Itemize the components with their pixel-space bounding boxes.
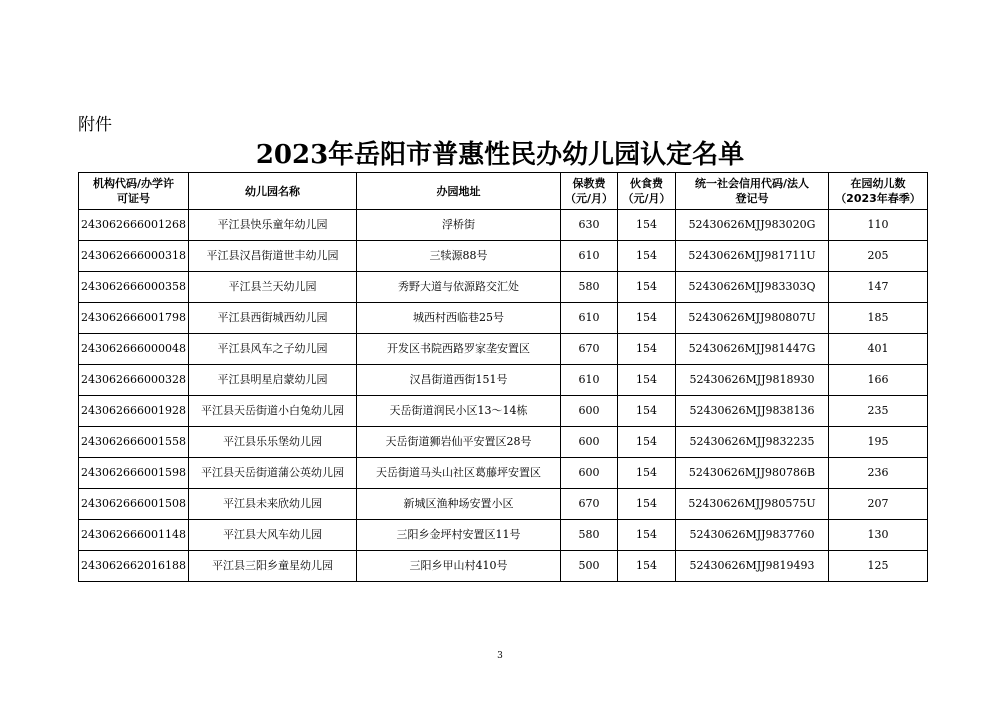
cell-meal-fee: 154: [618, 427, 676, 458]
cell-tuition-fee: 610: [561, 241, 618, 272]
header-tuition-fee: [561, 173, 618, 210]
cell-meal-fee: 154: [618, 303, 676, 334]
cell-address: 三犊源88号: [357, 241, 561, 272]
cell-kindergarten-name: 平江县天岳街道蒲公英幼儿园: [189, 458, 357, 489]
cell-org-code: 243062666000358: [79, 272, 189, 303]
cell-address: 天岳街道狮岩仙平安置区28号: [357, 427, 561, 458]
cell-credit-code: 52430626MJJ980807U: [676, 303, 829, 334]
cell-kindergarten-name: 平江县汉昌街道世丰幼儿园: [189, 241, 357, 272]
cell-enrollment: 110: [829, 210, 928, 241]
cell-tuition-fee: 610: [561, 365, 618, 396]
cell-address: 秀野大道与依源路交汇处: [357, 272, 561, 303]
cell-address: 浮桥街: [357, 210, 561, 241]
cell-meal-fee: 154: [618, 458, 676, 489]
cell-enrollment: 401: [829, 334, 928, 365]
cell-tuition-fee: 580: [561, 520, 618, 551]
cell-credit-code: 52430626MJJ983020G: [676, 210, 829, 241]
cell-org-code: 243062662016188: [79, 551, 189, 582]
cell-tuition-fee: 610: [561, 303, 618, 334]
cell-meal-fee: 154: [618, 210, 676, 241]
header-meal-fee: [618, 173, 676, 210]
cell-meal-fee: 154: [618, 365, 676, 396]
cell-credit-code: 52430626MJJ9818930: [676, 365, 829, 396]
cell-org-code: 243062666001798: [79, 303, 189, 334]
header-enrollment-line1: 在园幼儿数: [850, 177, 906, 190]
cell-credit-code: 52430626MJJ9819493: [676, 551, 829, 582]
header-credit-code-line1: 统一社会信用代码/法人: [694, 177, 810, 190]
cell-enrollment: 235: [829, 396, 928, 427]
cell-org-code: 243062666001558: [79, 427, 189, 458]
header-credit-code-line2: 登记号: [735, 192, 769, 205]
table-row: [79, 272, 928, 303]
cell-address: 天岳街道马头山社区葛藤坪安置区: [357, 458, 561, 489]
table-row: [79, 303, 928, 334]
cell-credit-code: 52430626MJJ980575U: [676, 489, 829, 520]
cell-org-code: 243062666001598: [79, 458, 189, 489]
document-title: 2023年岳阳市普惠性民办幼儿园认定名单: [255, 140, 745, 170]
cell-enrollment: 166: [829, 365, 928, 396]
table-row: [79, 396, 928, 427]
cell-enrollment: 236: [829, 458, 928, 489]
cell-address: 三阳乡甲山村410号: [357, 551, 561, 582]
cell-meal-fee: 154: [618, 551, 676, 582]
cell-org-code: 243062666000328: [79, 365, 189, 396]
cell-kindergarten-name: 平江县明星启蒙幼儿园: [189, 365, 357, 396]
cell-tuition-fee: 600: [561, 427, 618, 458]
table-header-row: [79, 173, 928, 210]
header-meal-fee-line2: （元/月）: [622, 192, 671, 205]
cell-kindergarten-name: 平江县乐乐堡幼儿园: [189, 427, 357, 458]
cell-tuition-fee: 600: [561, 396, 618, 427]
cell-meal-fee: 154: [618, 520, 676, 551]
cell-kindergarten-name: 平江县未来欣幼儿园: [189, 489, 357, 520]
table-row: [79, 365, 928, 396]
header-enrollment-line2: （2023年春季）: [835, 192, 921, 205]
header-meal-fee-line1: 伙食费: [630, 177, 663, 190]
table-row: [79, 458, 928, 489]
table-row: [79, 489, 928, 520]
cell-kindergarten-name: 平江县西街城西幼儿园: [189, 303, 357, 334]
cell-address: 天岳街道润民小区13～14栋: [357, 396, 561, 427]
cell-kindergarten-name: 平江县快乐童年幼儿园: [189, 210, 357, 241]
cell-enrollment: 205: [829, 241, 928, 272]
table-row: [79, 241, 928, 272]
cell-enrollment: 195: [829, 427, 928, 458]
cell-address: 汉昌街道西街151号: [357, 365, 561, 396]
cell-tuition-fee: 500: [561, 551, 618, 582]
table-row: [79, 427, 928, 458]
cell-meal-fee: 154: [618, 334, 676, 365]
cell-credit-code: 52430626MJJ980786B: [676, 458, 829, 489]
attachment-label: 附件: [78, 115, 112, 135]
table-row: [79, 334, 928, 365]
header-org-code-line1: 机构代码/办学许: [92, 177, 175, 190]
cell-tuition-fee: 670: [561, 334, 618, 365]
cell-credit-code: 52430626MJJ981711U: [676, 241, 829, 272]
cell-meal-fee: 154: [618, 241, 676, 272]
cell-kindergarten-name: 平江县天岳街道小白兔幼儿园: [189, 396, 357, 427]
table-row: [79, 551, 928, 582]
cell-org-code: 243062666000318: [79, 241, 189, 272]
table-row: [79, 520, 928, 551]
cell-address: 开发区书院西路罗家垄安置区: [357, 334, 561, 365]
cell-credit-code: 52430626MJJ9832235: [676, 427, 829, 458]
kindergarten-table: [78, 172, 928, 582]
header-credit-code: [676, 173, 829, 210]
cell-address: 城西村西临巷25号: [357, 303, 561, 334]
header-tuition-fee-line2: （元/月）: [564, 192, 614, 205]
cell-org-code: 243062666000048: [79, 334, 189, 365]
cell-credit-code: 52430626MJJ9837760: [676, 520, 829, 551]
cell-tuition-fee: 580: [561, 272, 618, 303]
cell-tuition-fee: 670: [561, 489, 618, 520]
header-address-text: 办园地址: [436, 184, 481, 198]
cell-address: 三阳乡金坪村安置区11号: [357, 520, 561, 551]
cell-kindergarten-name: 平江县兰天幼儿园: [189, 272, 357, 303]
header-tuition-fee-line1: 保教费: [572, 177, 606, 190]
header-org-code: [79, 173, 189, 210]
cell-enrollment: 207: [829, 489, 928, 520]
header-address: [357, 173, 561, 210]
cell-credit-code: 52430626MJJ983303Q: [676, 272, 829, 303]
cell-enrollment: 130: [829, 520, 928, 551]
header-org-code-line2: 可证号: [117, 192, 150, 205]
header-enrollment: [829, 173, 928, 210]
cell-address: 新城区渔种场安置小区: [357, 489, 561, 520]
header-kindergarten-name: [189, 173, 357, 210]
cell-kindergarten-name: 平江县三阳乡童星幼儿园: [189, 551, 357, 582]
cell-kindergarten-name: 平江县大风车幼儿园: [189, 520, 357, 551]
cell-credit-code: 52430626MJJ9838136: [676, 396, 829, 427]
cell-org-code: 243062666001928: [79, 396, 189, 427]
cell-org-code: 243062666001268: [79, 210, 189, 241]
cell-tuition-fee: 630: [561, 210, 618, 241]
cell-enrollment: 125: [829, 551, 928, 582]
cell-tuition-fee: 600: [561, 458, 618, 489]
cell-org-code: 243062666001508: [79, 489, 189, 520]
page-number: 3: [497, 651, 503, 661]
cell-meal-fee: 154: [618, 396, 676, 427]
cell-enrollment: 147: [829, 272, 928, 303]
cell-kindergarten-name: 平江县风车之子幼儿园: [189, 334, 357, 365]
cell-enrollment: 185: [829, 303, 928, 334]
cell-org-code: 243062666001148: [79, 520, 189, 551]
table-row: [79, 210, 928, 241]
header-kindergarten-name-text: 幼儿园名称: [245, 184, 300, 198]
cell-meal-fee: 154: [618, 489, 676, 520]
cell-credit-code: 52430626MJJ981447G: [676, 334, 829, 365]
cell-meal-fee: 154: [618, 272, 676, 303]
